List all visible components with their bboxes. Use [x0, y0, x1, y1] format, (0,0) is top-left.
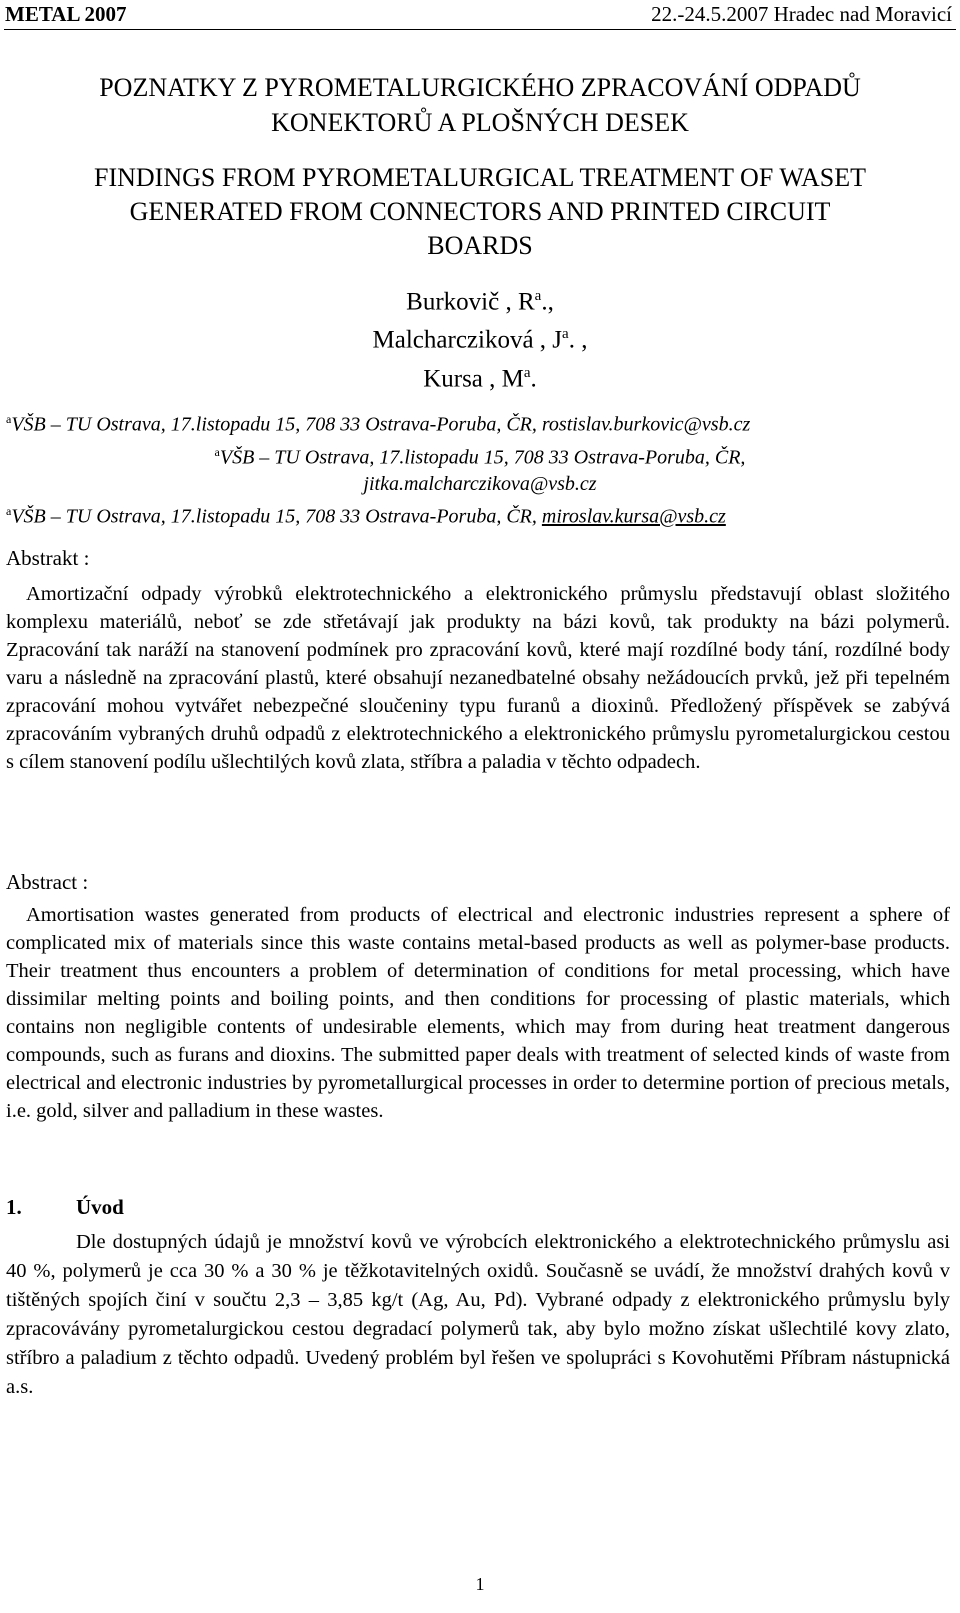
author-1: Burkovič , $R^a$.,: [406, 288, 554, 316]
abstrakt-label: Abstrakt :: [6, 546, 90, 570]
conference-date-place: 22.-24.5.2007 Hradec nad Moravicí: [651, 2, 952, 26]
header-rule: [4, 29, 956, 30]
title-english-line-2: GENERATED FROM CONNECTORS AND PRINTED CIRCUIT: [129, 197, 831, 226]
section-heading: 1. Úvod: [6, 1195, 124, 1219]
conference-name: METAL 2007: [5, 2, 127, 26]
title-english-line-3: BOARDS: [427, 231, 533, 260]
abstract-label: Abstract :: [6, 870, 89, 894]
page-number: 1: [475, 1574, 485, 1594]
title-czech-line-1: POZNATKY Z PYROMETALURGICKÉHO ZPRACOVÁNÍ ODPADŮ: [99, 73, 861, 102]
title-english-line-1: FINDINGS FROM PYROMETALURGICAL TREATMENT OF WASET: [94, 163, 866, 192]
page-header: [0, 0, 960, 30]
affiliations: [0, 406, 960, 531]
title-czech-line-2: KONEKTORŮ A PLOŠNÝCH DESEK: [271, 108, 689, 137]
affiliation-2: $^a$VŠB – TU Ostrava, 17.listopadu 15, 708 33 Ostrava-Poruba, ČR,: [214, 444, 746, 469]
affiliation-1: $^a$VŠB – TU Ostrava, 17.listopadu 15, 708 33 Ostrava-Poruba, ČR, rostislav.burkovic@vsb.cz: [6, 412, 751, 436]
email-link[interactable]: miroslav.kursa@vsb.cz: [541, 505, 726, 528]
author-2: Malcharcziková , $J^a$. ,: [372, 326, 588, 354]
section-intro-text: Dle dostupných údajů je množství kovů ve výrobcích elektronického a elektrotechnického průmyslu asi 40 %, polymerů je cca 30 % a 30 % je těžkotavitelných oxidů. Současně se uvádí, že množství drahých kovů v tištěných spojích činí v součtu 2,3 – 3,85 kg/t (Ag, Au, Pd). Vybrané odpady z elektronického průmyslu byly zpracovávány pyrometalurgickou cestou degradací polymerů tak, aby bylo možno získat ušlechtilé kovy zlato, stříbro a paladium z těchto odpadů. Uvedený problém byl řešen ve spolupráci s Kovohutěmi Příbram nástupnická a.s.: [6, 1231, 950, 1398]
author-list: [0, 280, 960, 395]
affiliation-3: $^a$VŠB – TU Ostrava, 17.listopadu 15, 708 33 Ostrava-Poruba, ČR, miroslav.kursa@vsb.cz: [6, 504, 726, 528]
affiliation-2-email: jitka.malcharczikova@vsb.cz: [363, 473, 597, 496]
abstrakt-text: Amortizační odpady výrobků elektrotechnického a elektronického průmyslu představují oblast složitého komplexu materiálů, neboť se zde střetávají jak produkty na bázi kovů, tak produkty na bázi polymerů. Zpracování tak naráží na stanovení podmínek pro zpracování kovů, které mají rozdílné body tání, rozdílné body varu a následně na zpracování plastů, které obsahují nezanedbatelné obsahy nežádoucích prvků, jež při tepelném zpracování mohou vytvářet nebezpečné sloučeniny typu furanů a dioxinů. Předložený příspěvek se zabývá zpracováním vybraných druhů odpadů z elektrotechnického a elektronického průmyslu pyrometalurgickou cestou s cílem stanovení podílu ušlechtilých kovů zlata, stříbra a paladia v těchto odpadech.: [6, 583, 950, 773]
abstract-text: Amortisation wastes generated from products of electrical and electronic industries represent a sphere of complicated mix of materials since this waste contains metal-based products as well as polymer-base products. Their treatment thus encounters a problem of determination of conditions for metal processing, which have dissimilar melting points and boiling points, and then conditions for processing of plastic materials, which contains non negligible contents of undesirable elements, which may from during heat treatment dangerous compounds, such as furans and dioxins. The submitted paper deals with treatment of selected kinds of waste from electrical and electronic industries by pyrometallurgical processes in order to determine portion of precious metals, i.e. gold, silver and palladium in these wastes.: [6, 904, 950, 1122]
author-3: Kursa , $M^a$.: [423, 364, 537, 392]
title-czech: [0, 70, 960, 140]
title-english: [0, 161, 960, 263]
